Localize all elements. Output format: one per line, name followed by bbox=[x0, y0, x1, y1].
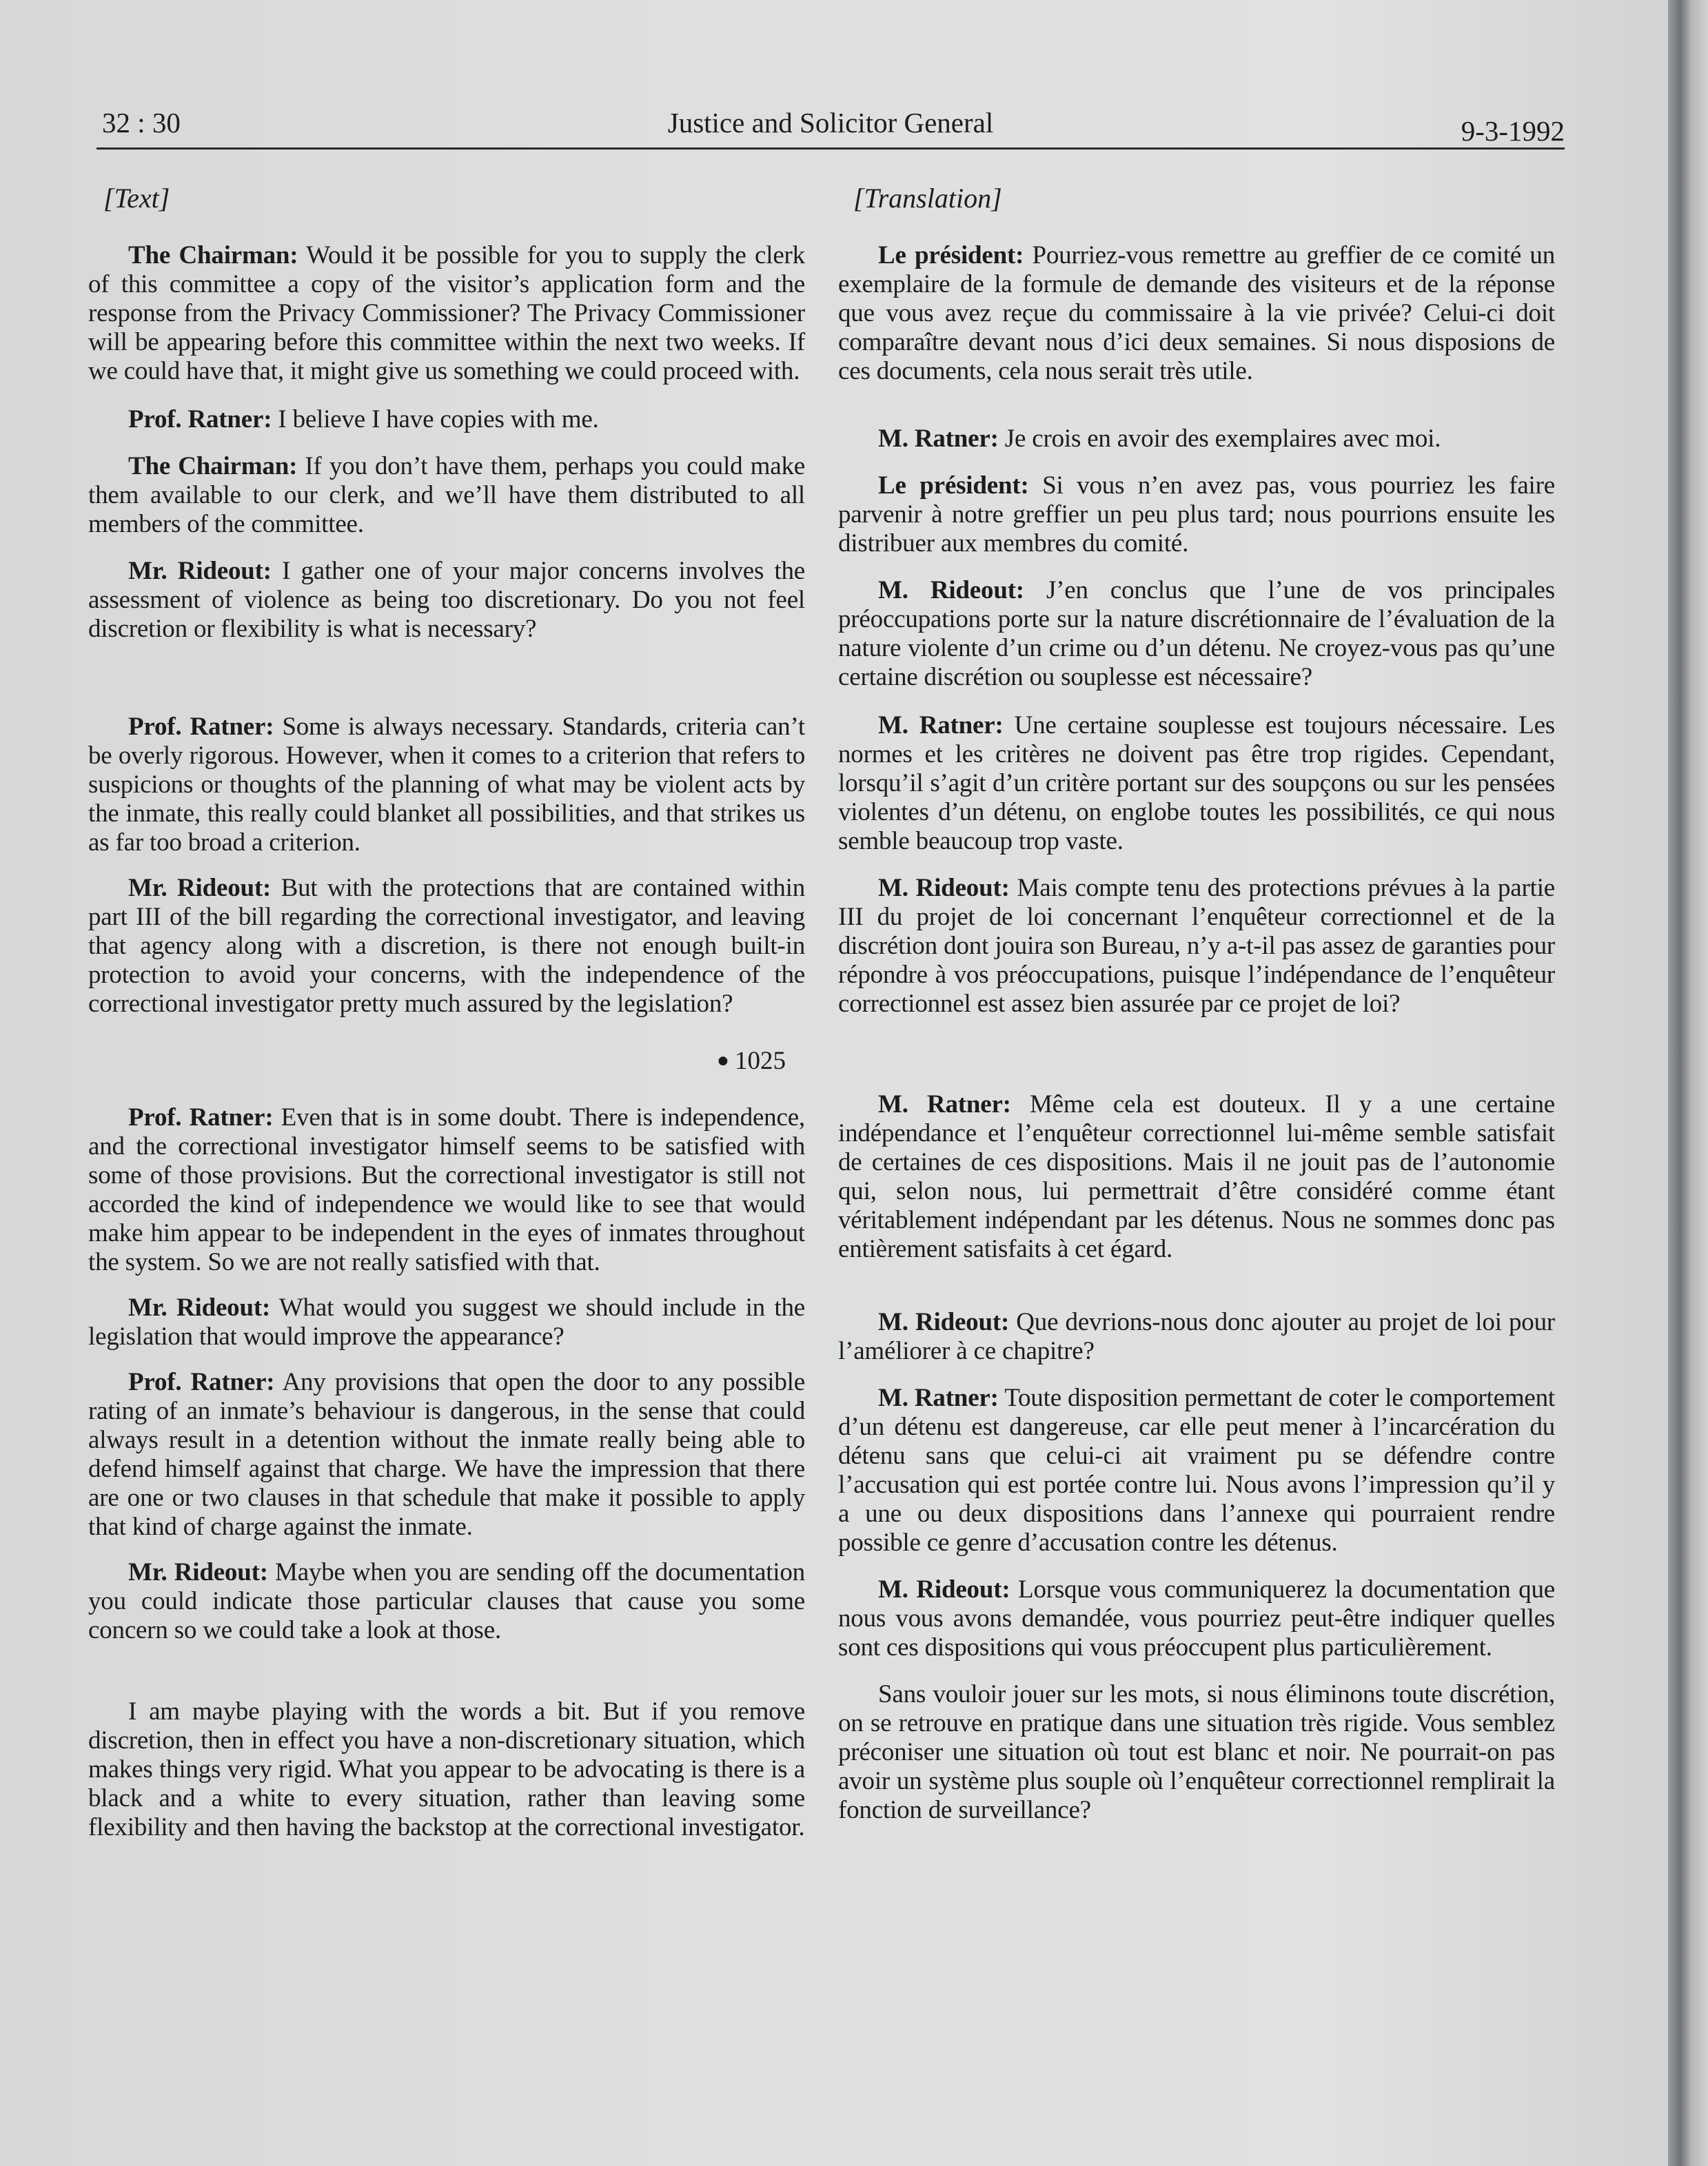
paragraph bbox=[88, 1294, 805, 1351]
timestamp bbox=[88, 1046, 786, 1076]
paragraph-text: I believe I have copies with me. bbox=[272, 405, 599, 433]
paragraph bbox=[838, 1090, 1555, 1264]
speaker-name: Prof. Ratner: bbox=[128, 713, 274, 741]
publication-title: Justice and Solicitor General bbox=[667, 107, 994, 139]
book-binding-edge bbox=[1668, 0, 1708, 2166]
speaker-name: M. Rideout: bbox=[878, 1308, 1010, 1336]
paragraph-text: Mais compte tenu des protections prévues à la partie III du projet de loi concernant l’enquêteur correctionnel et de la discrétion dont jouira son Bureau, n’y a-t-il pas assez de garanties pour répondre à vos préoccupations, puisque l’indépendance de l’enquêteur correctionnel est assez bien assurée par ce projet de loi? bbox=[838, 874, 1555, 1018]
paragraph bbox=[838, 1308, 1555, 1366]
paragraph-text: Toute disposition permettant de coter le comportement d’un détenu est dangereuse, car elle peut mener à l’incarcération du détenu sans que celui-ci ait vraiment pu se défendre contre l’accusation qui est portée contre lui. Nous avons l’impression qu’il y a une ou deux dispositions dans l’annexe qui pourraient rendre possible ce genre d’accusation contre les détenus. bbox=[838, 1384, 1555, 1557]
speaker-name: M. Ratner: bbox=[878, 1090, 1011, 1118]
text-label: [Text] bbox=[103, 183, 170, 214]
speaker-name: M. Rideout: bbox=[878, 576, 1024, 604]
page-header bbox=[96, 105, 1565, 150]
english-column bbox=[88, 182, 805, 2043]
paragraph bbox=[88, 557, 805, 644]
bullet-icon: ● bbox=[716, 1049, 729, 1072]
paragraph bbox=[88, 405, 805, 434]
paragraph-text: I am maybe playing with the words a bit. But if you remove discretion, then in effect you have a non-discretionary situation, which makes things very rigid. What you appear to be advocating is there is a black and a white to every situation, rather than leaving some flexibility and then having the backstop at the correctional investigator. bbox=[88, 1697, 805, 1841]
speaker-name: The Chairman: bbox=[128, 452, 298, 480]
speaker-name: Prof. Ratner: bbox=[128, 1368, 275, 1396]
paragraph-text: Lorsque vous communiquerez la documentation que nous vous avons demandée, vous pourriez peut-être indiquer quelles sont ces dispositions qui vous préoccupent plus particulièrement. bbox=[838, 1575, 1555, 1662]
speaker-name: Mr. Rideout: bbox=[128, 874, 272, 902]
paragraph bbox=[838, 711, 1555, 856]
speaker-name: Le président: bbox=[878, 471, 1029, 500]
paragraph-text: Would it be possible for you to supply the clerk of this committee a copy of the visitor’s application form and the response from the Privacy Commissioner? The Privacy Commissioner will be appearing before this committee within the next two weeks. If we could have that, it might give us something we could proceed with. bbox=[88, 241, 805, 385]
paragraph bbox=[838, 1575, 1555, 1662]
paragraph bbox=[88, 874, 805, 1019]
paragraph bbox=[838, 874, 1555, 1019]
paragraph-text: J’en conclus que l’une de vos principales préoccupations porte sur la nature discrétionnaire de l’évaluation de la nature violente d’un crime ou d’un détenu. Ne croyez-vous pas qu’une certaine discrétion ou souplesse est nécessaire? bbox=[838, 576, 1555, 691]
paragraph bbox=[88, 713, 805, 857]
paragraph-text: I gather one of your major concerns involves the assessment of violence as being too discretionary. Do you not feel discretion or flexibility is what is necessary? bbox=[88, 557, 805, 643]
paragraph bbox=[88, 1368, 805, 1542]
paragraph bbox=[838, 241, 1555, 386]
paragraph bbox=[88, 1697, 805, 1842]
paragraph bbox=[838, 1384, 1555, 1557]
paragraph-text: Que devrions-nous donc ajouter au projet de loi pour l’améliorer à ce chapitre? bbox=[838, 1308, 1555, 1365]
paragraph-text: Pourriez-vous remettre au greffier de ce comité un exemplaire de la formule de demande des visiteurs et de la réponse que vous avez reçue du commissaire à la vie privée? Celui-ci doit comparaître devant nous d’ici deux semaines. Si nous disposions de ces documents, cela nous serait très utile. bbox=[838, 241, 1555, 385]
paragraph-text: Even that is in some doubt. There is independence, and the correctional investigator himself seems to be satisfied with some of those provisions. But the correctional investigator is still not accorded the kind of independence we would like to see that would make him appear to be independent in the eyes of inmates throughout the system. So we are not really satisfied with that. bbox=[88, 1103, 805, 1276]
speaker-name: Mr. Rideout: bbox=[128, 1294, 271, 1322]
speaker-name: M. Ratner: bbox=[878, 711, 1004, 739]
paragraph-text: Si vous n’en avez pas, vous pourriez les faire parvenir à notre greffier un peu plus tard; nous pourrions ensuite les distribuer aux membres du comité. bbox=[838, 471, 1555, 558]
paragraph bbox=[88, 452, 805, 539]
paragraph-text: Sans vouloir jouer sur les mots, si nous éliminons toute discrétion, on se retrouve en pratique dans une situation très rigide. Vous semblez préconiser une situation où tout est blanc et noir. Ne pourrait-on pas avoir un système plus souple où l’enquêteur correctionnel remplirait la fonction de surveillance? bbox=[838, 1680, 1555, 1824]
speaker-name: M. Ratner: bbox=[878, 425, 999, 453]
page-number: 32 : 30 bbox=[102, 107, 181, 139]
paragraph-text: Même cela est douteux. Il y a une certaine indépendance et l’enquêteur correctionnel lui-même semble satisfait de certaines de ces dispositions. Mais il ne jouit pas de l’autonomie qui, selon nous, lui permettrait d’être considéré comme étant véritablement indépendant par les détenus. Nous ne sommes donc pas entièrement satisfaits à cet égard. bbox=[838, 1090, 1555, 1263]
paragraph-text: Maybe when you are sending off the documentation you could indicate those particular clauses that cause you some concern so we could take a look at those. bbox=[88, 1558, 805, 1644]
speaker-name: M. Rideout: bbox=[878, 874, 1010, 902]
paragraph-text: Une certaine souplesse est toujours nécessaire. Les normes et les critères ne doivent pas être trop rigides. Cependant, lorsqu’il s’agit d’un critère portant sur des soupçons ou sur les pensées violentes d’un détenu, on englobe toutes les possibilités, ce qui nous semble beaucoup trop vaste. bbox=[838, 711, 1555, 855]
speaker-name: Mr. Rideout: bbox=[128, 557, 272, 585]
speaker-name: Le président: bbox=[878, 241, 1024, 269]
speaker-name: The Chairman: bbox=[128, 241, 298, 269]
header-date: 9-3-1992 bbox=[1461, 115, 1565, 147]
speaker-name: Prof. Ratner: bbox=[128, 1103, 274, 1132]
paragraph-text: What would you suggest we should include in the legislation that would improve the appearance? bbox=[88, 1294, 805, 1351]
paragraph-text: Je crois en avoir des exemplaires avec moi. bbox=[998, 425, 1441, 453]
speaker-name: M. Ratner: bbox=[878, 1384, 999, 1412]
paragraph bbox=[838, 576, 1555, 692]
paragraph bbox=[838, 425, 1555, 453]
translation-label: [Translation] bbox=[853, 183, 1002, 214]
paragraph bbox=[838, 471, 1555, 558]
speaker-name: Prof. Ratner: bbox=[128, 405, 272, 433]
paragraph bbox=[88, 1103, 805, 1277]
paragraph bbox=[88, 1558, 805, 1645]
speaker-name: M. Rideout: bbox=[878, 1575, 1010, 1604]
french-column bbox=[838, 182, 1555, 2043]
paragraph-text: But with the protections that are contained within part III of the bill regarding the correctional investigator, and leaving that agency along with a discretion, is there not enough built-in protection to avoid your concerns, with the independence of the correctional investigator pretty much assured by the legislation? bbox=[88, 874, 805, 1018]
speaker-name: Mr. Rideout: bbox=[128, 1558, 268, 1586]
paragraph bbox=[838, 1680, 1555, 1825]
paragraph-text: Any provisions that open the door to any possible rating of an inmate’s behaviour is dangerous, in the sense that could always result in a detention without the inmate really being able to defend himself against that charge. We have the impression that there are one or two clauses in that schedule that make it possible to apply that kind of charge against the inmate. bbox=[88, 1368, 805, 1541]
paragraph-text: If you don’t have them, perhaps you could make them available to our clerk, and we’ll have them distributed to all members of the committee. bbox=[88, 452, 805, 538]
timestamp-time: 1025 bbox=[735, 1047, 786, 1075]
paragraph bbox=[88, 241, 805, 386]
paragraph-text: Some is always necessary. Standards, criteria can’t be overly rigorous. However, when it comes to a criterion that refers to suspicions or thoughts of the planning of what may be violent acts by the inmate, this really could blanket all possibilities, and that strikes us as far too broad a criterion. bbox=[88, 713, 805, 857]
